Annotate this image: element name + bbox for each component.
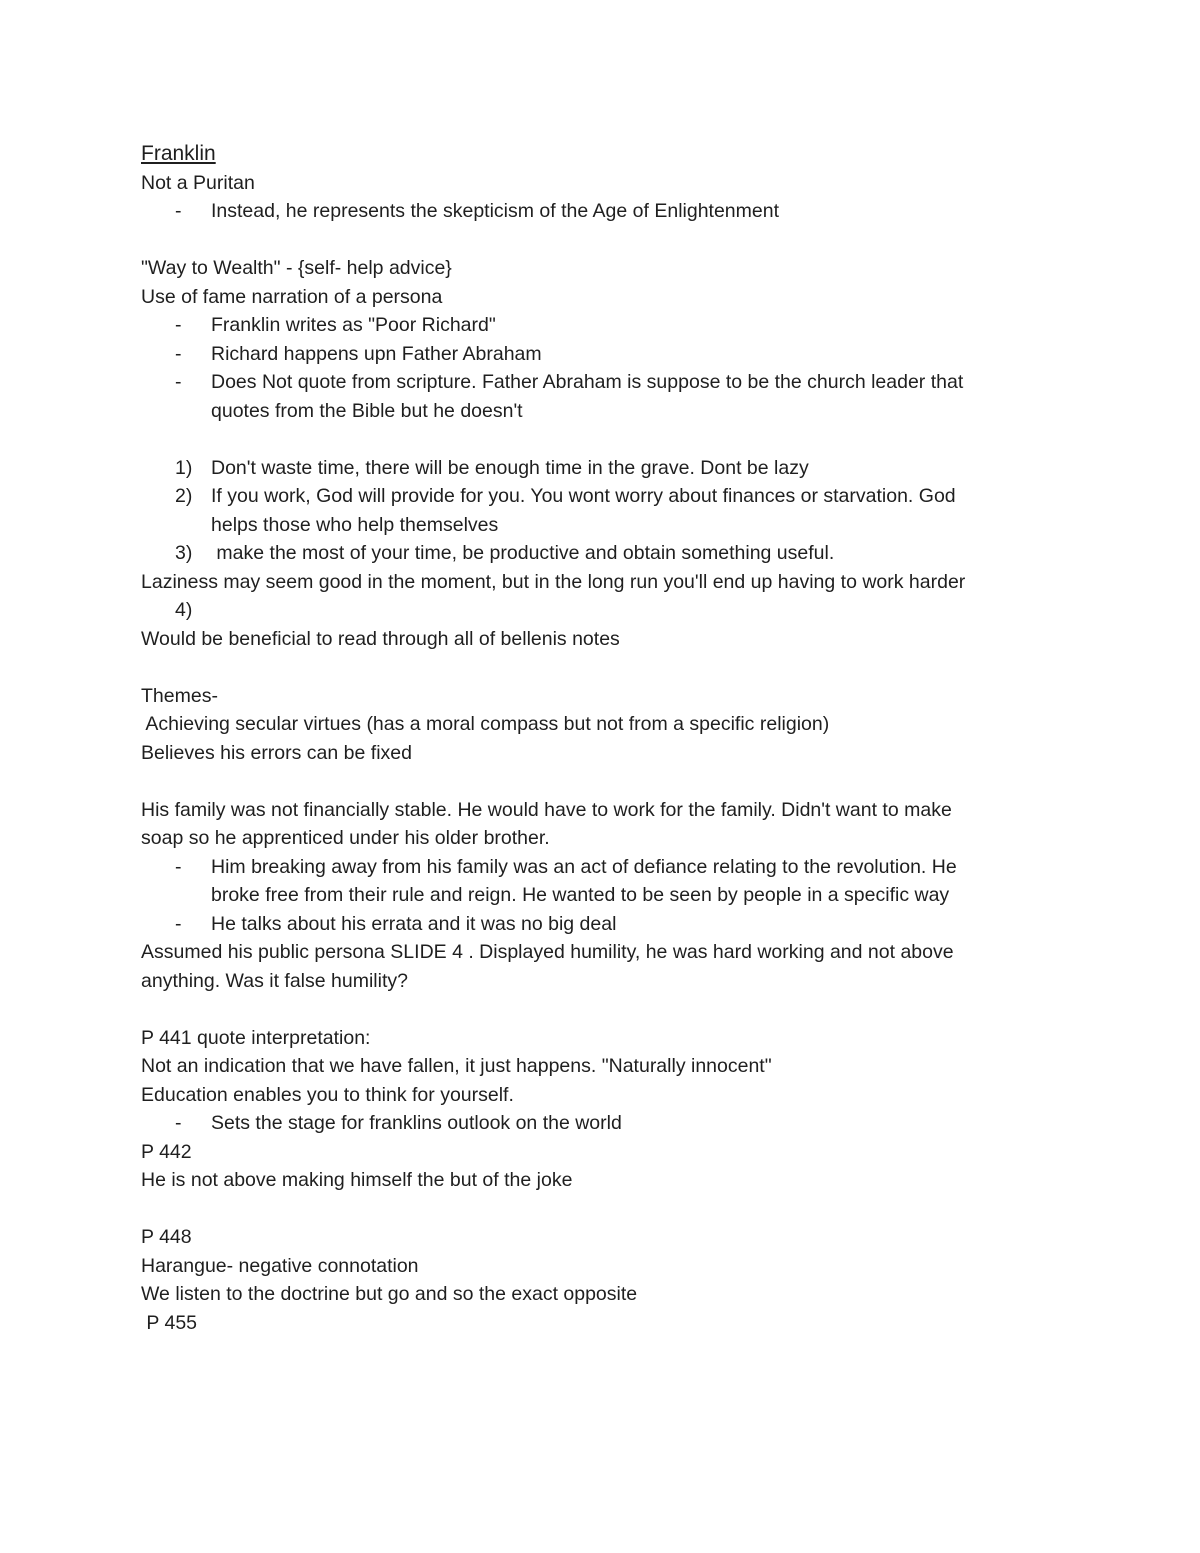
text-line: Achieving secular virtues (has a moral compass but not from a specific religion): [141, 713, 830, 735]
text-line: P 448: [141, 1226, 192, 1248]
text-line: P 455: [141, 1311, 198, 1334]
bullet-text: Richard happens upn Father Abraham: [211, 342, 542, 365]
numbered-text-continued: helps those who help themselves: [211, 513, 499, 536]
text-line: Education enables you to think for yourself.: [141, 1083, 514, 1106]
text-line: His family was not financially stable. He would have to work for the family. Didn't want to make: [141, 798, 952, 821]
list-number: 4): [175, 599, 193, 621]
text-line: Would be beneficial to read through all of bellenis notes: [141, 627, 620, 650]
bullet-dash: -: [175, 855, 182, 878]
list-number: 3): [175, 542, 193, 564]
text-line: Not a Puritan: [141, 171, 255, 194]
text-line: He is not above making himself the but of the joke: [141, 1169, 573, 1191]
text-line: P 441 quote interpretation:: [141, 1026, 371, 1049]
bullet-item: [141, 853, 1071, 910]
document-body: [141, 140, 1071, 1337]
bullet-text: Instead, he represents the skepticism of the Age of Enlightenment: [211, 200, 780, 222]
text-line: anything. Was it false humility?: [141, 969, 408, 992]
blank-line: [141, 596, 1071, 625]
blank-line: [141, 767, 1071, 796]
bullet-text: Him breaking away from his family was an act of defiance relating to the revolution. He: [211, 855, 957, 878]
bullet-dash: -: [175, 314, 182, 336]
numbered-item: [141, 454, 1071, 483]
bullet-text: Does Not quote from scripture. Father Abraham is suppose to be the church leader that: [211, 371, 964, 393]
numbered-item: [141, 482, 1071, 539]
numbered-text: If you work, God will provide for you. You wont worry about finances or starvation. God: [211, 485, 956, 507]
bullet-item: [141, 368, 1071, 425]
bullet-text-continued: broke free from their rule and reign. He wanted to be seen by people in a specific way: [211, 884, 950, 906]
numbered-item: [141, 539, 1071, 568]
blank-line: [141, 226, 1071, 255]
bullet-text: Sets the stage for franklins outlook on the world: [211, 1112, 622, 1134]
text-line: Harangue- negative connotation: [141, 1254, 419, 1277]
bullet-item: [141, 197, 1071, 226]
numbered-text: Don't waste time, there will be enough time in the grave. Dont be lazy: [211, 456, 809, 479]
blank-line: [141, 425, 1071, 454]
bullet-text: He talks about his errata and it was no big deal: [211, 912, 617, 935]
text-line: Themes-: [141, 684, 218, 707]
list-number: 1): [175, 456, 193, 479]
blank-line: [141, 653, 1071, 682]
text-line: "Way to Wealth" - {self- help advice}: [141, 257, 452, 279]
bullet-text: Franklin writes as "Poor Richard": [211, 314, 496, 336]
text-line: Laziness may seem good in the moment, but in the long run you'll end up having to work harder: [141, 570, 966, 593]
bullet-item: [141, 1109, 1071, 1138]
text-line: P 442: [141, 1140, 192, 1163]
bullet-text-continued: quotes from the Bible but he doesn't: [211, 399, 523, 422]
bullet-item: [141, 340, 1071, 369]
bullet-dash: -: [175, 371, 182, 393]
text-line: We listen to the doctrine but go and so the exact opposite: [141, 1283, 638, 1305]
blank-line: [141, 1195, 1071, 1224]
bullet-item: [141, 910, 1071, 939]
bullet-dash: -: [175, 912, 182, 935]
text-line: soap so he apprenticed under his older brother.: [141, 827, 550, 849]
bullet-dash: -: [175, 342, 182, 365]
bullet-dash: -: [175, 200, 182, 222]
text-line: Use of fame narration of a persona: [141, 285, 443, 308]
text-line: Assumed his public persona SLIDE 4 . Displayed humility, he was hard working and not above: [141, 941, 954, 963]
text-line: Not an indication that we have fallen, it just happens. "Naturally innocent": [141, 1055, 772, 1077]
document-title: Franklin: [141, 142, 216, 165]
numbered-text: make the most of your time, be productive and obtain something useful.: [211, 542, 835, 564]
blank-line: [141, 995, 1071, 1024]
text-line: Believes his errors can be fixed: [141, 741, 412, 764]
bullet-item: [141, 311, 1071, 340]
list-number: 2): [175, 485, 193, 507]
bullet-dash: -: [175, 1112, 182, 1134]
